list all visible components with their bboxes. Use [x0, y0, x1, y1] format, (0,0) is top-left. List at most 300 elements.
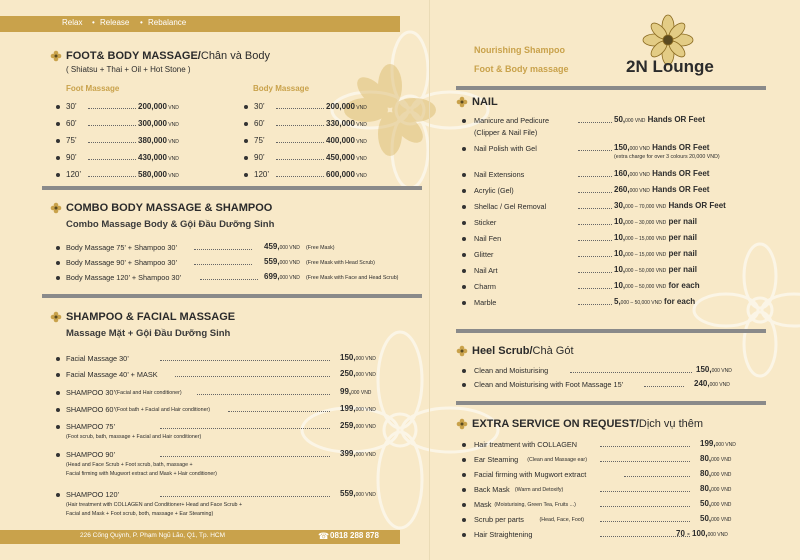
background-flower-decor	[300, 330, 500, 530]
duration: 90’	[254, 153, 265, 162]
dot-leader	[276, 176, 324, 177]
shampoo-name: SHAMPOO 30’	[66, 388, 116, 397]
duration: 120’	[66, 170, 82, 179]
bullet-icon	[462, 301, 466, 305]
price-suffix: for each	[661, 297, 696, 306]
shampoo-name: SHAMPOO 120’	[66, 490, 120, 499]
tagline-release: Release	[100, 18, 130, 27]
address-text: 226 Cống Quỳnh, P. Phạm Ngũ Lão, Q1, Tp. HCM	[80, 532, 226, 539]
extra-name: Mask	[474, 500, 492, 509]
bullet-icon	[56, 493, 60, 497]
price-value: 10,	[614, 217, 626, 226]
body-price	[326, 102, 367, 111]
price-value: 380,000	[138, 136, 167, 145]
price-suffix: per nail	[666, 249, 697, 258]
dot-leader	[228, 411, 330, 412]
nail-price	[614, 169, 709, 178]
foot-price	[138, 136, 179, 145]
price-unit: 000 VND	[351, 390, 372, 396]
heel-price	[696, 365, 732, 374]
tagline-relax: Relax	[62, 18, 83, 27]
heel-title: Heel Scrub/Chà Gót	[472, 345, 574, 357]
price-unit: 000 VND	[711, 487, 732, 493]
price-unit: 000 VND	[711, 502, 732, 508]
price-unit: 000 VND	[355, 452, 376, 458]
price-value: 399,	[340, 449, 356, 458]
body-price	[326, 119, 367, 128]
dot-leader	[644, 386, 684, 387]
price-value: 400,000	[326, 136, 355, 145]
bullet-icon	[56, 425, 60, 429]
combo-title: COMBO BODY MASSAGE & SHAMPOO	[66, 202, 273, 214]
shampoo-title: SHAMPOO & FACIAL MASSAGE	[66, 311, 236, 323]
bullet-icon	[56, 453, 60, 457]
price-unit: 000 VND	[707, 532, 728, 538]
price-value: 10,	[614, 265, 626, 274]
price-value: 559,	[264, 257, 280, 266]
bullet-icon	[56, 246, 60, 250]
price-unit: 000 VND	[711, 517, 732, 523]
combo-subtitle: Combo Massage Body & Gội Đầu Dưỡng Sinh	[66, 219, 275, 230]
flower-icon	[456, 345, 468, 357]
foot-price	[138, 170, 179, 179]
price-value: 260,	[614, 185, 630, 194]
price-unit: 000 VND	[715, 442, 736, 448]
foot-price	[138, 153, 179, 162]
combo-price	[264, 242, 300, 251]
extra-price	[676, 529, 728, 538]
bullet-icon	[462, 473, 466, 477]
dot-leader	[276, 108, 324, 109]
nail-name-detail: (Clipper & Nail File)	[474, 128, 538, 137]
bullet-icon	[56, 261, 60, 265]
bullet-icon	[244, 122, 248, 126]
brand-name: 2N Lounge	[626, 57, 714, 76]
dot-leader	[276, 159, 324, 160]
bullet-icon	[462, 503, 466, 507]
bullet-icon	[462, 533, 466, 537]
extra-note: (Moisturising, Green Tea, Fruits ...)	[494, 502, 576, 508]
price-suffix: per nail	[666, 217, 697, 226]
nail-price	[614, 201, 726, 210]
price-unit: 000 VND	[355, 356, 376, 362]
nail-price	[614, 185, 709, 194]
foot-body-subtitle: ( Shiatsu + Thai + Oil + Hot Stone )	[66, 65, 191, 74]
dot-leader	[88, 142, 136, 143]
dot-leader	[578, 256, 612, 257]
price-unit: 000 VND	[629, 172, 650, 178]
extra-price	[700, 499, 731, 508]
price-suffix: Hands OR Feet	[649, 143, 710, 152]
price-value: 200,000	[326, 102, 355, 111]
price-unit: 000 VND	[279, 275, 300, 281]
shampoo-name: Facial Massage 30’	[66, 354, 129, 363]
bullet-icon	[56, 156, 60, 160]
bullet-icon	[462, 458, 466, 462]
price-value: 99,	[340, 387, 352, 396]
nail-name: Manicure and Pedicure	[474, 116, 550, 125]
nail-price	[614, 143, 709, 152]
shampoo-description: (Head and Face Scrub + Foot scrub, bath, massage +	[66, 462, 193, 468]
bullet-icon	[462, 269, 466, 273]
price-suffix: Hands OR Feet	[666, 201, 726, 210]
dot-leader	[578, 122, 612, 123]
bullet-icon	[244, 156, 248, 160]
bullet-icon	[56, 173, 60, 177]
price-unit: 000 – 50,000 VND	[625, 268, 667, 274]
dot-leader	[578, 304, 612, 305]
price-unit: 000 VND	[355, 492, 376, 498]
duration: 30’	[254, 102, 265, 111]
bullet-icon	[462, 221, 466, 225]
price-suffix: Hands OR Feet	[649, 185, 710, 194]
price-value: 259,	[340, 421, 356, 430]
price-unit: 000 VND	[629, 188, 650, 194]
shampoo-price	[340, 369, 376, 378]
bullet-icon	[56, 122, 60, 126]
combo-note: (Free Mask)	[306, 245, 335, 251]
nail-price	[614, 297, 695, 306]
combo-name: Body Massage 120’ + Shampoo 30’	[66, 273, 182, 282]
dot-leader	[194, 264, 252, 265]
dot-leader	[88, 108, 136, 109]
foot-massage-heading: Foot Massage	[66, 84, 120, 93]
price-value: 199,	[340, 404, 356, 413]
bullet-icon	[56, 391, 60, 395]
body-price	[326, 153, 367, 162]
dot-leader	[578, 208, 612, 209]
dot-leader	[88, 176, 136, 177]
slogan-line-2: Foot & Body massage	[474, 64, 569, 74]
price-unit: 000 – 30,000 VND	[625, 220, 667, 226]
bullet-icon	[56, 276, 60, 280]
price-unit: 000 VND	[355, 407, 376, 413]
nail-extra-note: (extra charge for over 3 colours 20,000 VND)	[614, 154, 720, 160]
nail-name: Nail Extensions	[474, 170, 525, 179]
nail-price	[614, 233, 697, 242]
nail-name: Charm	[474, 282, 496, 291]
price-unit: 000 – 15,000 VND	[625, 236, 667, 242]
nail-name: Sticker	[474, 218, 497, 227]
price-unit: 000 VND	[625, 118, 646, 124]
bullet-icon	[462, 488, 466, 492]
duration: 90’	[66, 153, 77, 162]
dot-leader	[276, 125, 324, 126]
shampoo-price	[340, 353, 376, 362]
bullet-icon	[462, 189, 466, 193]
dot-leader	[160, 360, 330, 361]
extra-name: Hair Straightening	[474, 530, 533, 539]
extra-price	[700, 514, 731, 523]
dot-leader	[88, 125, 136, 126]
price-value: 80,	[700, 454, 712, 463]
flower-icon	[50, 202, 62, 214]
shampoo-description: Facial firming with Mugwort extract and Mask + Hair conditioner)	[66, 471, 217, 477]
tagline-rebalance: Rebalance	[148, 18, 187, 27]
price-unit: VND	[166, 173, 179, 179]
background-flower-decor	[690, 240, 800, 380]
extra-note: (Warm and Detoxify)	[514, 487, 564, 493]
heel-price	[694, 379, 730, 388]
shampoo-price	[340, 387, 371, 396]
combo-price	[264, 257, 300, 266]
shampoo-note: (Facial and Hair conditioner)	[115, 390, 182, 396]
price-value: 200,000	[138, 102, 167, 111]
section-separator	[42, 294, 422, 298]
duration: 60’	[254, 119, 265, 128]
bullet-icon	[244, 173, 248, 177]
extra-price	[700, 484, 731, 493]
shampoo-name: SHAMPOO 60’	[66, 405, 116, 414]
dot-leader	[600, 506, 690, 507]
nail-price	[614, 249, 697, 258]
shampoo-note: (Foot bath + Facial and Hair conditioner)	[115, 407, 211, 413]
price-unit: VND	[354, 105, 367, 111]
extra-note: (Head, Face, Foot)	[539, 517, 584, 523]
price-suffix: Hands OR Feet	[645, 115, 705, 124]
combo-name: Body Massage 90’ + Shampoo 30’	[66, 258, 178, 267]
duration: 30’	[66, 102, 77, 111]
price-unit: 000 VND	[279, 260, 300, 266]
nail-price	[614, 115, 705, 124]
price-unit: VND	[166, 139, 179, 145]
dot-leader	[160, 456, 330, 457]
dot-leader	[600, 491, 690, 492]
nail-name: Nail Polish with Gel	[474, 144, 537, 153]
dot-leader	[570, 372, 692, 373]
price-value: 430,000	[138, 153, 167, 162]
nail-price	[614, 217, 697, 226]
price-value: 10,	[614, 281, 626, 290]
price-value: 250,	[340, 369, 356, 378]
bullet-icon	[462, 119, 466, 123]
combo-name: Body Massage 75’ + Shampoo 30’	[66, 243, 178, 252]
shampoo-name: SHAMPOO 90’	[66, 450, 116, 459]
bullet-icon	[462, 205, 466, 209]
dot-leader	[175, 376, 331, 377]
price-value: 150,	[696, 365, 712, 374]
price-value: 10,	[614, 233, 626, 242]
dot-leader	[88, 159, 136, 160]
page-fold-divider	[429, 0, 430, 560]
extra-name: Back Mask	[474, 485, 510, 494]
price-value: 580,000	[138, 170, 167, 179]
nail-price	[614, 281, 700, 290]
price-value: 50,	[700, 499, 712, 508]
nail-price	[614, 265, 697, 274]
bullet-icon	[56, 408, 60, 412]
bullet-icon	[462, 443, 466, 447]
nail-name: Nail Art	[474, 266, 498, 275]
shampoo-name: SHAMPOO 75’	[66, 422, 116, 431]
price-unit: VND	[166, 105, 179, 111]
heel-name: Clean and Moisturising with Foot Massage 15’	[474, 380, 624, 389]
contact-bar	[0, 530, 400, 544]
extra-price	[700, 469, 731, 478]
bullet-icon	[56, 139, 60, 143]
flower-icon	[456, 418, 468, 430]
phone-text: 0818 288 878	[330, 531, 379, 540]
price-unit: 000 VND	[711, 457, 732, 463]
duration: 60’	[66, 119, 77, 128]
price-suffix: per nail	[666, 265, 697, 274]
dot-leader	[600, 446, 690, 447]
section-separator	[456, 401, 766, 405]
nail-title: NAIL	[472, 96, 498, 108]
price-value: 699,	[264, 272, 280, 281]
price-unit: 000 – 50,000 VND	[620, 300, 662, 306]
price-suffix: per nail	[666, 233, 697, 242]
section-separator	[42, 186, 422, 190]
price-unit: VND	[354, 122, 367, 128]
price-value: 5,	[614, 297, 621, 306]
foot-price	[138, 102, 179, 111]
price-unit: VND	[354, 139, 367, 145]
dot-leader	[600, 521, 690, 522]
shampoo-subtitle: Massage Mặt + Gội Đầu Dưỡng Sinh	[66, 328, 231, 339]
shampoo-price	[340, 421, 376, 430]
dot-leader	[197, 394, 331, 395]
bullet-icon	[462, 253, 466, 257]
bullet-icon	[462, 369, 466, 373]
price-value: 30,	[614, 201, 626, 210]
dot-leader	[578, 288, 612, 289]
price-value: 80,	[700, 469, 712, 478]
flower-icon	[456, 96, 468, 108]
dot-leader	[578, 240, 612, 241]
price-value: 240,	[694, 379, 710, 388]
price-value: 70 - 100,	[676, 529, 708, 538]
bullet-icon	[56, 357, 60, 361]
dot-leader	[160, 496, 330, 497]
shampoo-price	[340, 404, 376, 413]
bullet-icon	[244, 105, 248, 109]
foot-body-title: FOOT& BODY MASSAGE/Chân và Body	[66, 50, 270, 62]
flower-icon	[50, 311, 62, 323]
foot-price	[138, 119, 179, 128]
price-value: 330,000	[326, 119, 355, 128]
body-massage-heading: Body Massage	[253, 84, 310, 93]
bullet-icon	[462, 285, 466, 289]
extra-name: Scrub per parts	[474, 515, 524, 524]
nail-name: Nail Fen	[474, 234, 502, 243]
extra-name: Facial firming with Mugwort extract	[474, 470, 587, 479]
price-unit: 000 – 50,000 VND	[625, 284, 667, 290]
dot-leader	[200, 279, 258, 280]
price-unit: 000 VND	[709, 382, 730, 388]
price-unit: 000 – 70,000 VND	[625, 204, 667, 210]
price-value: 150,	[614, 143, 630, 152]
shampoo-description: (Foot scrub, bath, massage + Facial and Hair conditioner)	[66, 434, 202, 440]
section-separator	[456, 86, 766, 90]
price-unit: 000 VND	[355, 424, 376, 430]
extra-title: EXTRA SERVICE ON REQUEST/Dịch vụ thêm	[472, 418, 704, 430]
extra-name: Ear Steaming	[474, 455, 519, 464]
nail-name: Glitter	[474, 250, 494, 259]
combo-note: (Free Mask with Face and Head Scrub)	[306, 275, 399, 281]
price-suffix: Hands OR Feet	[649, 169, 710, 178]
dot-leader	[578, 176, 612, 177]
dot-leader	[160, 428, 330, 429]
bullet-icon	[462, 147, 466, 151]
price-unit: 000 – 15,000 VND	[625, 252, 667, 258]
slogan-line-1: Nourishing Shampoo	[474, 45, 565, 55]
extra-name: Hair treatment with COLLAGEN	[474, 440, 578, 449]
nail-name: Marble	[474, 298, 497, 307]
phone-icon: ☎	[318, 531, 330, 541]
duration: 120’	[254, 170, 270, 179]
price-unit: 000 VND	[355, 372, 376, 378]
tagline-bar: Relax • Release • Rebalance	[0, 16, 400, 32]
duration: 75’	[254, 136, 265, 145]
bullet-icon	[462, 237, 466, 241]
section-separator	[456, 329, 766, 333]
combo-price	[264, 272, 300, 281]
price-value: 10,	[614, 249, 626, 258]
price-value: 459,	[264, 242, 280, 251]
price-value: 600,000	[326, 170, 355, 179]
duration: 75’	[66, 136, 77, 145]
extra-note: (Clean and Massage ear)	[527, 457, 587, 463]
price-unit: VND	[166, 156, 179, 162]
dot-leader	[578, 150, 612, 151]
price-value: 559,	[340, 489, 356, 498]
price-unit: 000 VND	[711, 368, 732, 374]
price-value: 199,	[700, 439, 716, 448]
bullet-icon	[462, 518, 466, 522]
price-value: 300,000	[138, 119, 167, 128]
dot-leader	[578, 192, 612, 193]
nail-name: Acrylic (Gel)	[474, 186, 514, 195]
shampoo-name: Facial Massage 40’ + MASK	[66, 370, 158, 379]
price-unit: 000 VND	[279, 245, 300, 251]
price-value: 50,	[700, 514, 712, 523]
price-value: 450,000	[326, 153, 355, 162]
price-value: 80,	[700, 484, 712, 493]
shampoo-price	[340, 489, 376, 498]
price-unit: 000 VND	[711, 472, 732, 478]
bullet-icon	[462, 173, 466, 177]
bullet-icon	[462, 383, 466, 387]
price-unit: VND	[354, 173, 367, 179]
bullet-icon	[56, 105, 60, 109]
price-unit: VND	[354, 156, 367, 162]
dot-leader	[276, 142, 324, 143]
price-value: 150,	[340, 353, 356, 362]
flower-icon	[50, 50, 62, 62]
heel-name: Clean and Moisturising	[474, 366, 549, 375]
nail-name: Shellac / Gel Removal	[474, 202, 547, 211]
price-value: 160,	[614, 169, 630, 178]
dot-leader	[194, 249, 252, 250]
dot-leader	[578, 224, 612, 225]
shampoo-price	[340, 449, 376, 458]
bullet-icon	[56, 373, 60, 377]
dot-leader	[600, 461, 690, 462]
price-unit: VND	[166, 122, 179, 128]
body-price	[326, 136, 367, 145]
price-suffix: for each	[666, 281, 700, 290]
shampoo-description: (Hair treatment with COLLAGEN and Conditioner+ Head and Face Scrub +	[66, 502, 243, 508]
bullet-icon	[244, 139, 248, 143]
dot-leader	[578, 272, 612, 273]
extra-price	[700, 439, 736, 448]
body-price	[326, 170, 367, 179]
price-unit: 000 VND	[629, 146, 650, 152]
combo-note: (Free Mask with Head Scrub)	[306, 260, 375, 266]
price-value: 50,	[614, 115, 626, 124]
extra-price	[700, 454, 731, 463]
